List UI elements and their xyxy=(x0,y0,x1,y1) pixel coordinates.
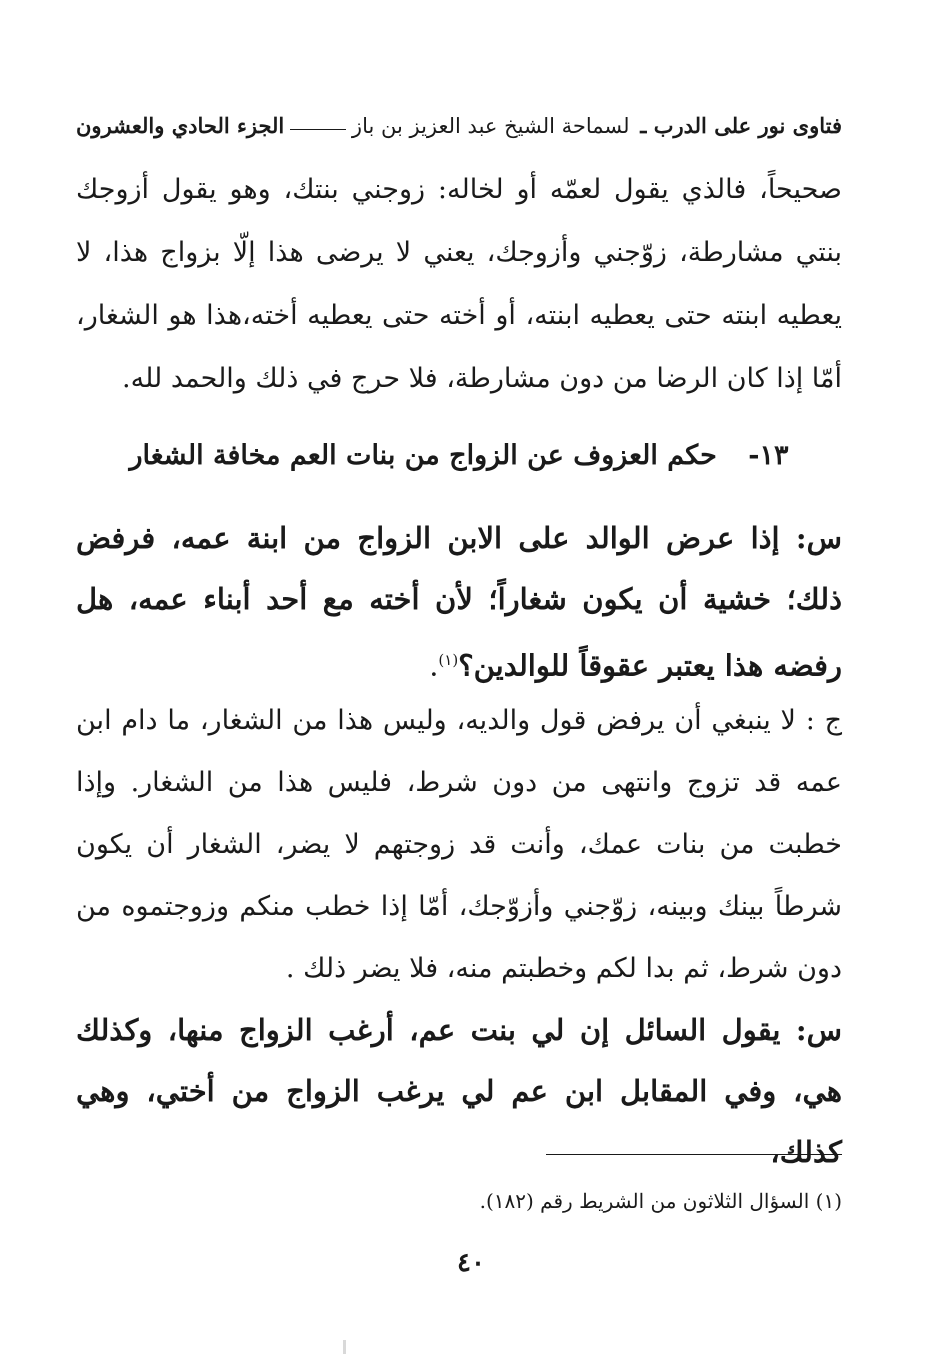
section-number: ١٣- xyxy=(748,440,789,471)
footnote-reference: (١) xyxy=(438,651,459,669)
question-1-text: س: إذا عرض الوالد على الابن الزواج من ابنة عمه، فرفض ذلك؛ خشية أن يكون شغاراً؛ لأن أخته مع أحد أبناء عمه، هل رفضه هذا يعتبر عقوقاً للوالدين؟ xyxy=(76,521,842,683)
section-heading xyxy=(76,430,842,482)
header-title-group xyxy=(352,113,842,138)
footnote: (١) السؤال الثلاثون من الشريط رقم (١٨٢). xyxy=(479,1189,842,1213)
header-book-title: فتاوى نور على الدرب ـ xyxy=(640,112,842,138)
question-1-tail: . xyxy=(429,648,439,683)
header-rule xyxy=(290,129,346,130)
page-number: ٤٠ xyxy=(457,1248,485,1278)
footnote-divider xyxy=(546,1154,842,1155)
header-volume: الجزء الحادي والعشرون xyxy=(76,112,285,138)
paragraph-continuation: صحيحاً، فالذي يقول لعمّه أو لخاله: زوجني بنتك، وهو يقول أزوجك بنتي مشارطة، زوّجني وأزوجك، يعني لا يرضى هذا إلّا بزواج هذا، لا يعطيه ابنته حتى يعطيه ابنته، أو أخته حتى يعطيه أخته،هذا هو الشغار، أمّا إذا كان الرضا من دون مشارطة، فلا حرج في ذلك والحمد لله. xyxy=(76,174,842,394)
scan-mark xyxy=(343,1340,346,1354)
answer-1: ج : لا ينبغي أن يرفض قول والديه، وليس هذا من الشغار، ما دام ابن عمه قد تزوج وانتهى من دون شرط، فليس هذا من الشغار. وإذا خطبت من بنات عمك، وأنت قد زوجتهم لا يضر، الشغار أن يكون شرطاً بينك وبينه، زوّجني وأزوّجك، أمّا إذا خطب منكم وزوجتموه من دون شرط، ثم بدا لكم وخطبتم منه، فلا يضر ذلك . xyxy=(76,705,842,984)
running-header xyxy=(76,108,842,142)
section-title: حكم العزوف عن الزواج من بنات العم مخافة الشغار xyxy=(129,440,717,471)
question-1 xyxy=(76,508,842,697)
question-2: س: يقول السائل إن لي بنت عم، أرغب الزواج منها، وكذلك هي، وفي المقابل ابن عم لي يرغب الزواج من أختي، وهي كذلك، xyxy=(76,1013,842,1169)
header-author: لسماحة الشيخ عبد العزيز بن باز xyxy=(351,113,630,138)
